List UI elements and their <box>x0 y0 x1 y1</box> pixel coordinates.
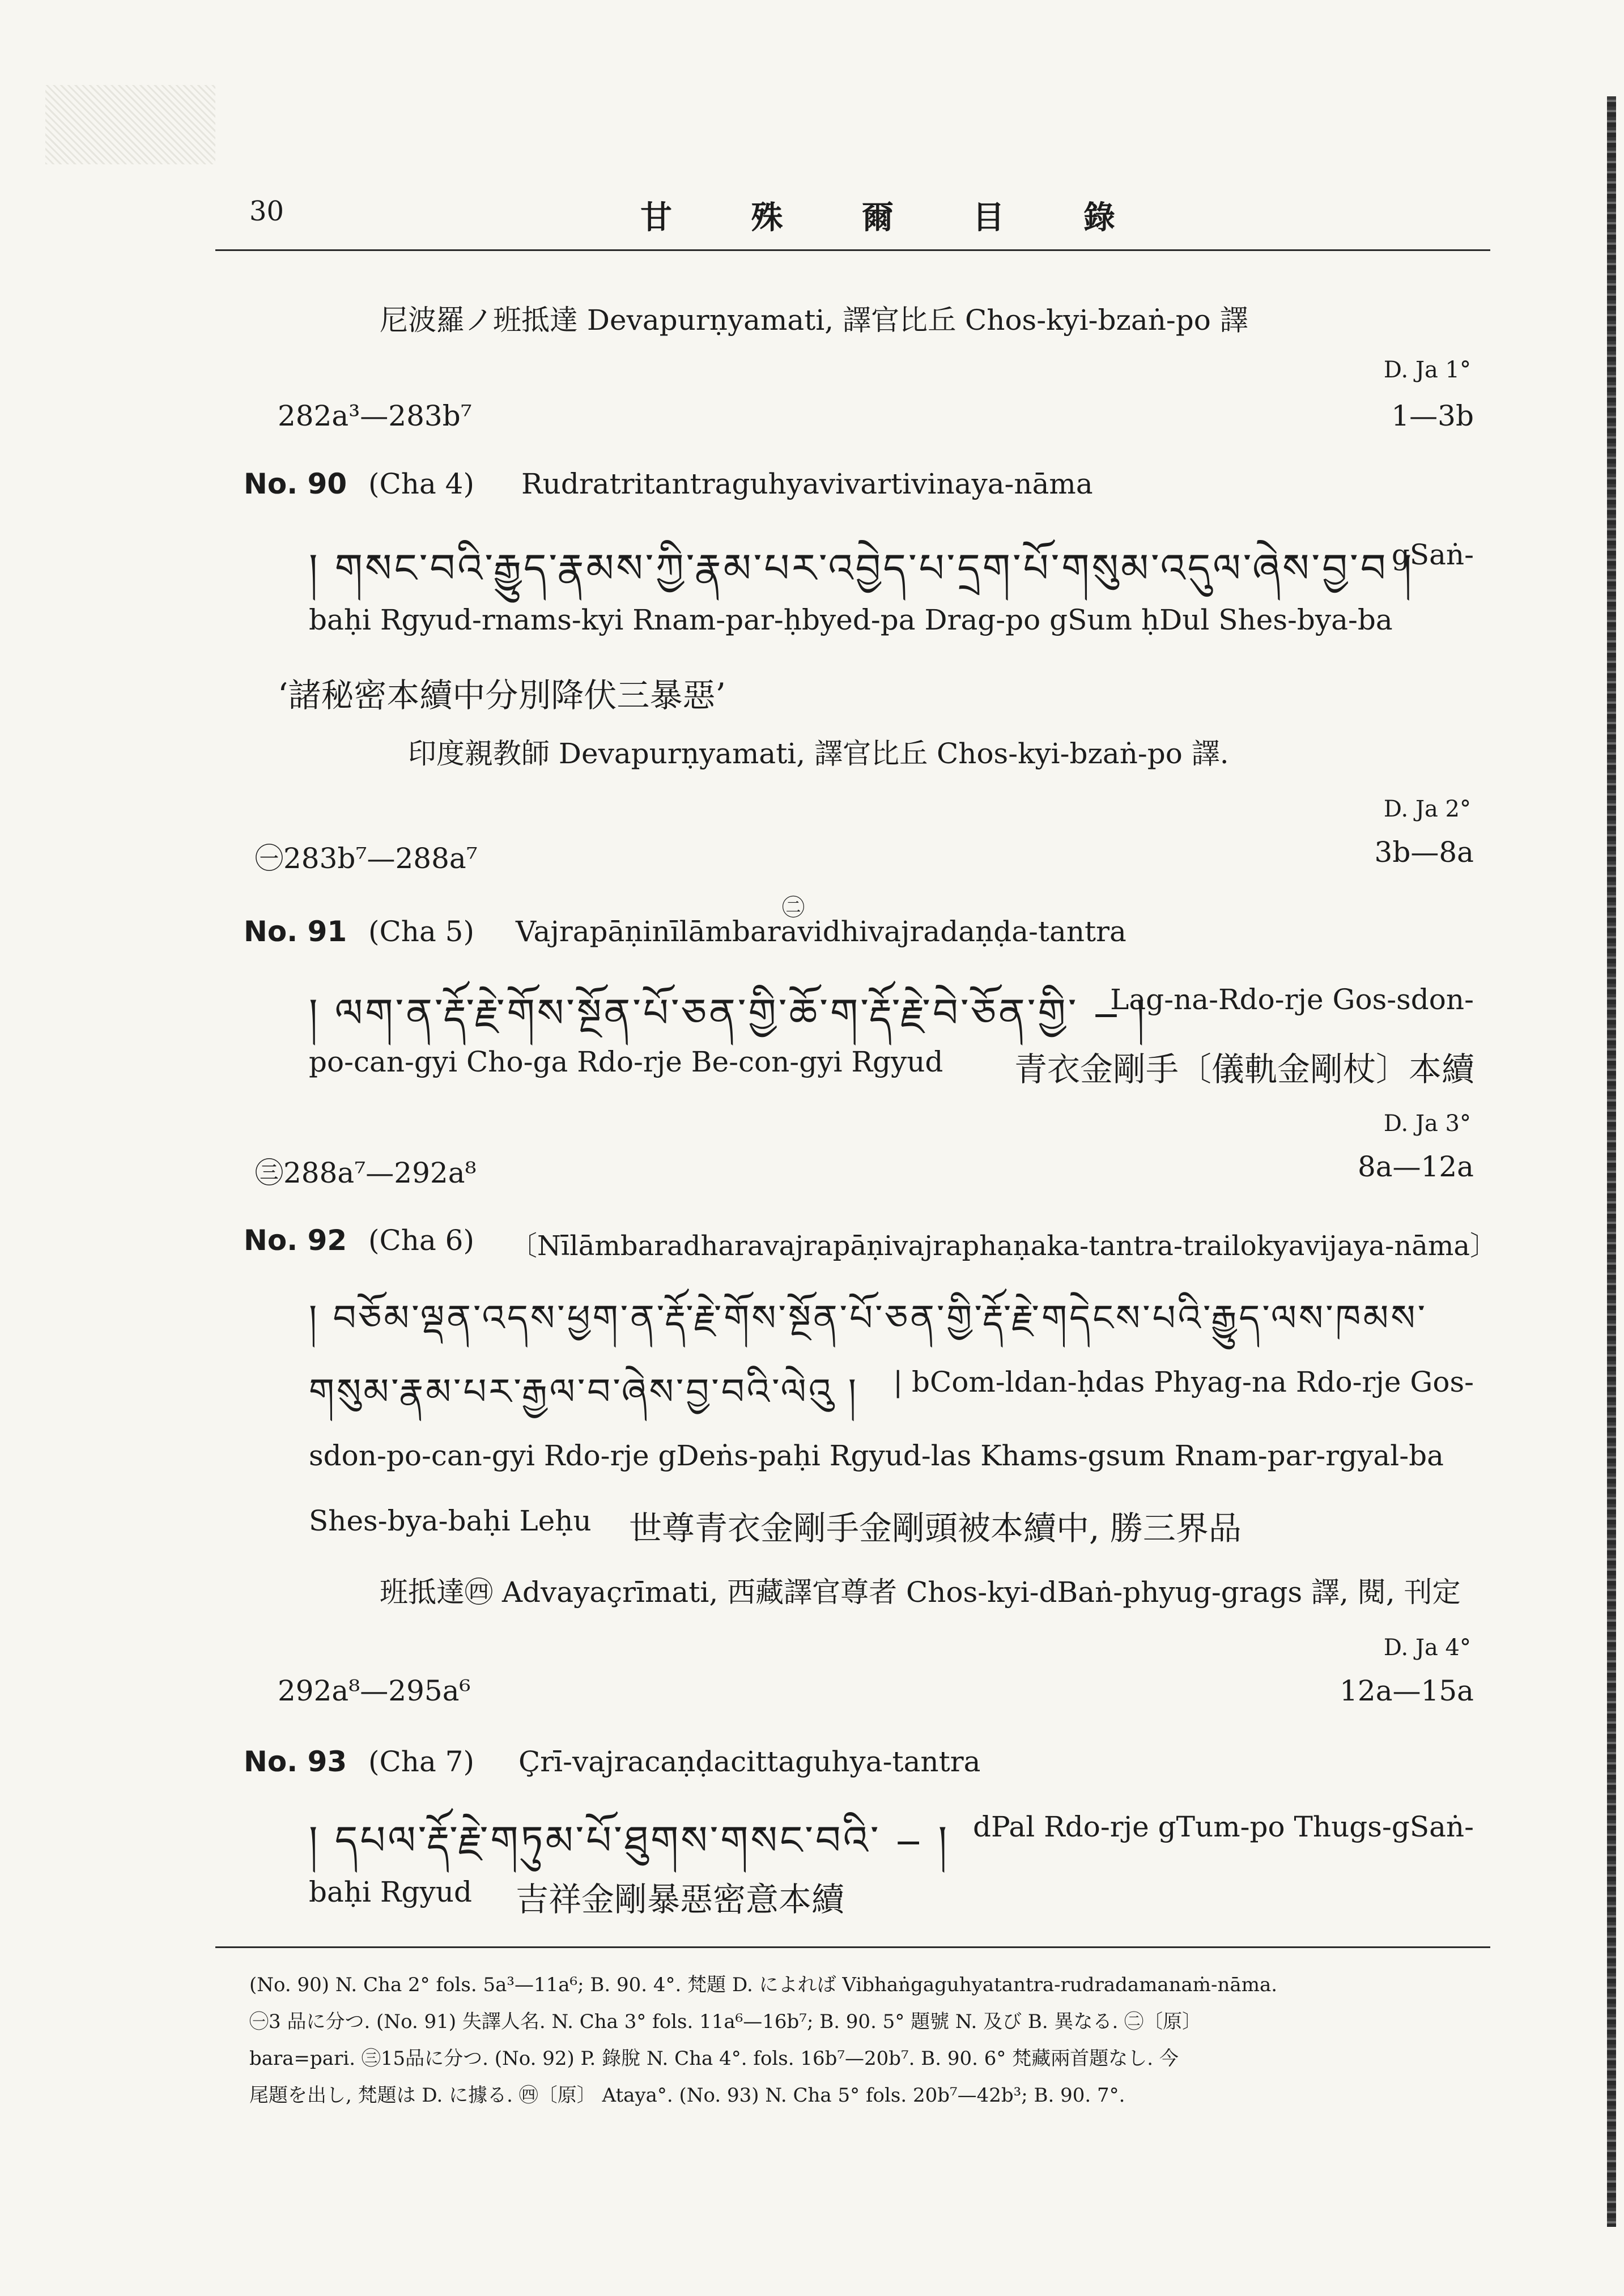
entry-tibetan-title: ། གསང་བའི་རྒྱུད་རྣམས་ཀྱི་རྣམ་པར་འབྱེད་པ་དྲག་པོ་གསུམ་འདུལ་ཞེས་བྱ་བ ། <box>309 545 1414 592</box>
entry-tibetan-romanized: baḥi Rgyud <box>309 1876 473 1908</box>
entry-number: No. 91 <box>244 915 347 948</box>
entry-folios-right: 3b—8a <box>1374 836 1474 869</box>
entry-cha: (Cha 4) <box>368 467 474 500</box>
entry-translators: 班抵達㊃ Advayaçrīmati, 西藏譯官尊者 Chos-kyi-dBaṅ-phyug-grags 譯, 閱, 刊定 <box>380 1576 1461 1609</box>
entry-ref: D. Ja 4° <box>1383 1635 1471 1661</box>
page-number: 30 <box>249 195 284 227</box>
entry-cha: (Cha 6) <box>368 1224 474 1257</box>
entry-sanskrit-title: Vajrapāṇinīlāmbaravidhivajradaṇḍa-tantra <box>516 915 1126 948</box>
entry-tibetan-title-cont: གསུམ་རྣམ་པར་རྒྱལ་བ་ཞེས་བྱ་བའི་ལེའུ ། <box>309 1371 858 1413</box>
entry-folios-left: 292a⁸—295a⁶ <box>278 1674 471 1707</box>
header-rule <box>215 249 1490 251</box>
entry-folios-right: 8a—12a <box>1357 1150 1474 1183</box>
entry-tibetan-romanized: baḥi Rgyud-rnams-kyi Rnam-par-ḥbyed-pa Drag-po gSum ḥDul Shes-bya-ba <box>309 603 1393 636</box>
entry-cha: (Cha 7) <box>368 1745 474 1778</box>
entry-tibetan-title: ། བཅོམ་ལྡན་འདས་ཕྱག་ན་རྡོ་རྗེ་གོས་སྔོན་པོ་ཅན་གྱི་རྡོ་རྗེ་གདེངས་པའི་རྒྱུད་ལས་ཁམས་ <box>309 1298 1428 1340</box>
entry-number: No. 93 <box>244 1745 347 1778</box>
footnote-line: ㊀3 品に分つ. (No. 91) 失譯人名. N. Cha 3° fols. 11a⁶—16b⁷; B. 90. 5° 題號 N. 及び B. 異なる. ㊁〔原〕 <box>249 2010 1202 2033</box>
entry-sanskrit-title: 〔Nīlāmbaradharavajrapāṇivajraphaṇaka-tantra-trailokyavijaya-nāma〕 <box>510 1230 1497 1262</box>
entry-tibetan-romanized: po-can-gyi Cho-ga Rdo-rje Be-con-gyi Rgyud <box>309 1045 943 1078</box>
entry-number: No. 90 <box>244 467 347 500</box>
entry-tibetan-title: ། དཔལ་རྡོ་རྗེ་གཏུམ་པོ་ཐུགས་གསང་བའི་ ‒ ། <box>309 1817 950 1864</box>
footnote-line: (No. 90) N. Cha 2° fols. 5a³—11a⁶; B. 90. 4°. 梵題 D. によれば Vibhaṅgaguhyatantra-rudradamanaṁ-nāma. <box>249 1974 1278 1996</box>
entry-translators: 印度親教師 Devapurṇyamati, 譯官比丘 Chos-kyi-bzaṅ-po 譯. <box>408 737 1229 770</box>
entry-tibetan-romanized: Shes-bya-baḥi Leḥu <box>309 1504 592 1537</box>
entry-89-ref: D. Ja 1° <box>1383 357 1471 383</box>
entry-folios-left: ㊂288a⁷—292a⁸ <box>255 1156 477 1189</box>
entry-number: No. 92 <box>244 1224 347 1257</box>
entry-tibetan-romanized: | bCom-ldan-ḥdas Phyag-na Rdo-rje Gos- <box>893 1366 1474 1398</box>
entry-tibetan-romanized: gSaṅ- <box>1391 538 1474 571</box>
entry-chinese-title: ‘諸秘密本續中分別降伏三暴惡’ <box>278 676 726 715</box>
entry-89-folios-left: 282a³—283b⁷ <box>278 399 472 432</box>
entry-chinese-title: 世尊青衣金剛手金剛頭被本續中, 勝三界品 <box>629 1509 1242 1547</box>
entry-ref: D. Ja 3° <box>1383 1111 1471 1137</box>
entry-89-translators: 尼波羅ノ班抵達 Devapurṇyamati, 譯官比丘 Chos-kyi-bzaṅ-po 譯 <box>380 304 1248 337</box>
entry-tibetan-romanized: dPal Rdo-rje gTum-po Thugs-gSaṅ- <box>973 1810 1474 1843</box>
footnote-line: bara=pari. ㊂15品に分つ. (No. 92) P. 錄脫 N. Cha 4°. fols. 16b⁷—20b⁷. B. 90. 6° 梵藏兩首題なし. 今 <box>249 2047 1179 2070</box>
page-edge-shadow <box>1607 96 1616 2227</box>
footnote-line: 尾題を出し, 梵題は D. に據る. ㊃〔原〕 Ataya°. (No. 93) N. Cha 5° fols. 20b⁷—42b³; B. 90. 7°. <box>249 2084 1125 2107</box>
entry-cha: (Cha 5) <box>368 915 474 948</box>
running-title: 甘 殊 爾 目 錄 <box>640 199 1149 236</box>
entry-tibetan-title: ། ལག་ན་རྡོ་རྗེ་གོས་སྔོན་པོ་ཅན་གྱི་ཆོ་ག་རྡོ་རྗེ་བེ་ཅོན་གྱི་ ‒ ། <box>309 990 1147 1036</box>
entry-tibetan-romanized: sdon-po-can-gyi Rdo-rje gDeṅs-paḥi Rgyud-las Khams-gsum Rnam-par-rgyal-ba <box>309 1439 1444 1472</box>
scan-noise <box>45 85 215 164</box>
entry-folios-right: 12a—15a <box>1340 1674 1474 1707</box>
entry-sanskrit-title: Rudratritantraguhyavivartivinaya-nāma <box>521 467 1093 500</box>
entry-folios-left: ㊀283b⁷—288a⁷ <box>255 842 478 875</box>
entry-sanskrit-title: Çrī-vajracaṇḍacittaguhya-tantra <box>518 1745 981 1778</box>
entry-chinese-title: 吉祥金剛暴惡密意本續 <box>516 1880 845 1919</box>
entry-tibetan-romanized: Lag-na-Rdo-rje Gos-sdon- <box>1110 983 1474 1016</box>
entry-chinese-title: 青衣金剛手〔儀軌金剛杖〕本續 <box>1014 1050 1475 1089</box>
entry-ref: D. Ja 2° <box>1383 796 1471 822</box>
entry-89-folios-right: 1—3b <box>1391 399 1474 432</box>
footnote-rule <box>215 1946 1490 1948</box>
footnote-marker: ㊁ <box>782 895 805 921</box>
